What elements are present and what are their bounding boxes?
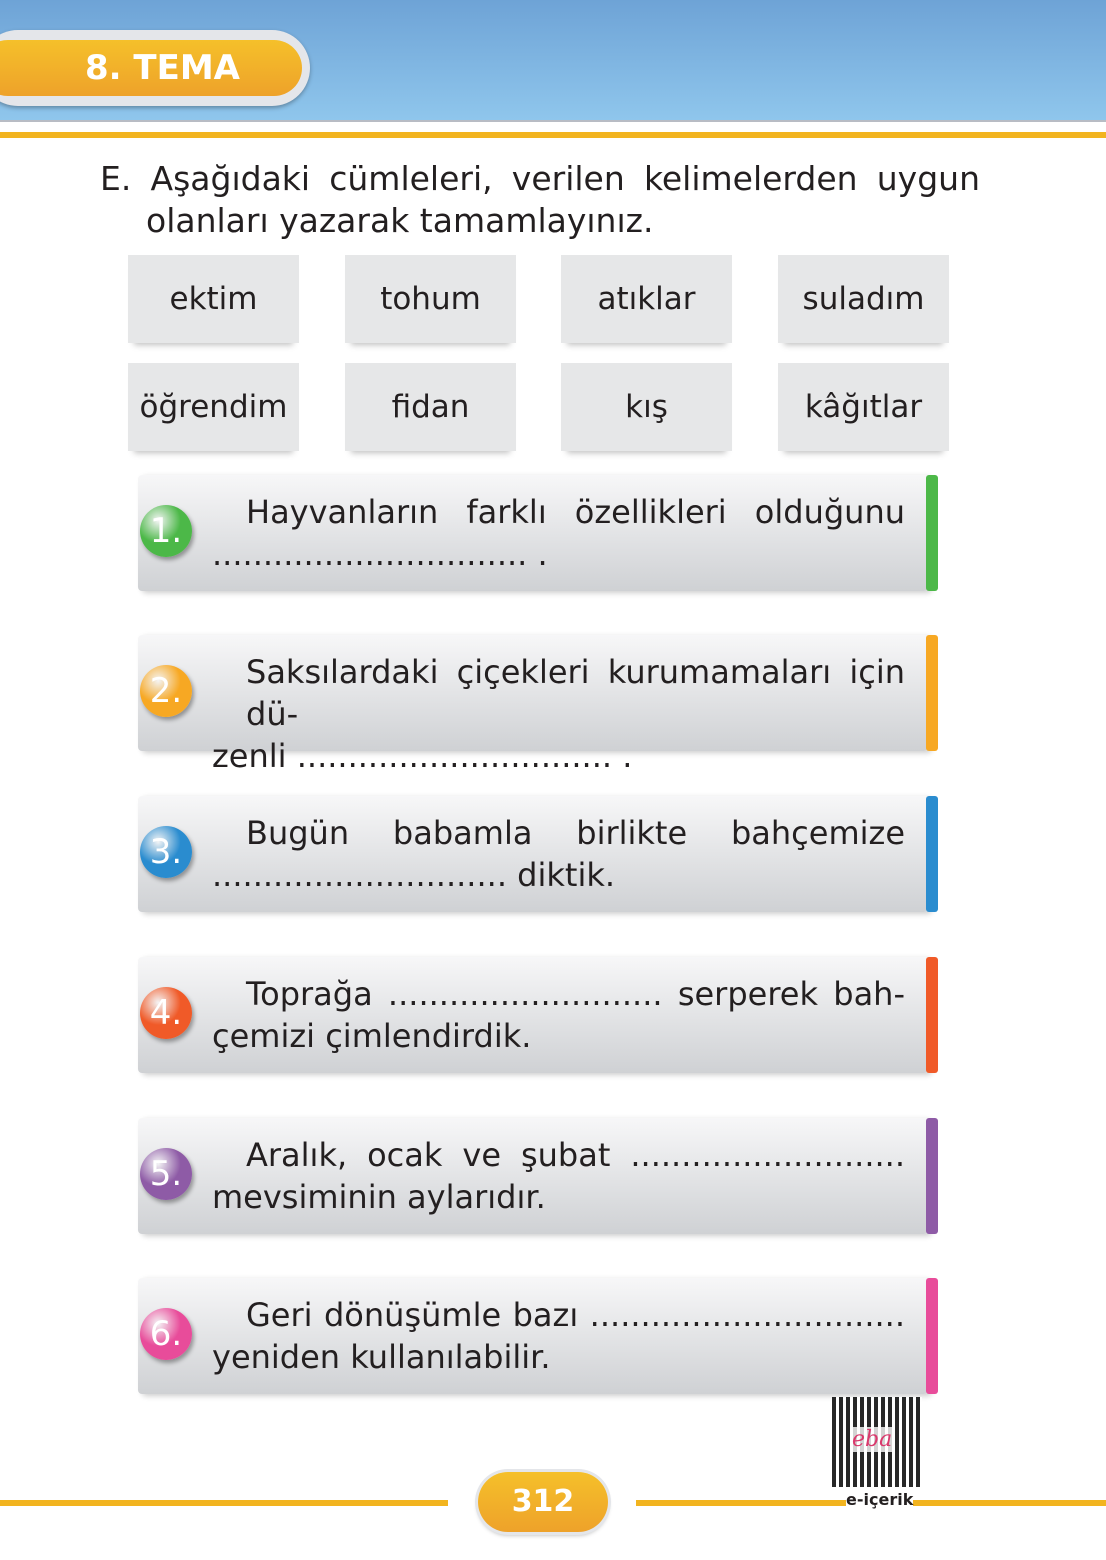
sentence-line2[interactable]: yeniden kullanılabilir. — [212, 1338, 551, 1376]
sentence-text — [212, 1294, 905, 1378]
question-word: Aşağıdaki — [150, 159, 311, 198]
e-icerik-label: e-içerik — [846, 1490, 914, 1509]
accent-bar — [926, 635, 938, 751]
item-number-badge: 6. — [140, 1308, 192, 1360]
sentence-line1: Saksılardaki çiçekleri kurumamaları için dü- — [246, 653, 905, 733]
sentence-line2[interactable]: mevsiminin aylarıdır. — [212, 1178, 546, 1216]
word-card: atıklar — [561, 255, 732, 343]
question-word: cümleleri, — [329, 159, 493, 198]
theme-badge: 8. TEMA — [0, 40, 302, 96]
sentence-line2[interactable]: ............................... . — [212, 535, 548, 573]
sentence-line1: Aralık, ocak ve şubat ........................... — [246, 1136, 905, 1174]
sentence-item — [138, 1118, 928, 1234]
word-card: tohum — [345, 255, 516, 343]
sentence-item — [138, 475, 928, 591]
item-number-badge: 1. — [140, 505, 192, 557]
word-card: öğrendim — [128, 363, 299, 451]
item-number-badge: 2. — [140, 665, 192, 717]
sentence-text — [212, 491, 905, 575]
question-line2: olanları yazarak tamamlayınız. — [146, 201, 654, 240]
item-number-badge: 3. — [140, 826, 192, 878]
word-card: suladım — [778, 255, 949, 343]
item-number-badge: 5. — [140, 1148, 192, 1200]
sentence-line1: Toprağa ........................... serperek bah- — [246, 975, 905, 1013]
footer-line — [0, 1500, 448, 1506]
accent-bar — [926, 1278, 938, 1394]
sentence-item — [138, 635, 928, 775]
question-heading — [100, 158, 980, 242]
question-word: uygun — [876, 159, 980, 198]
sentence-line1: Hayvanların farklı özellikleri olduğunu — [246, 493, 905, 531]
sentence-line1: Bugün babamla birlikte bahçemize — [246, 814, 905, 852]
item-number-badge: 4. — [140, 987, 192, 1039]
question-word: verilen — [511, 159, 625, 198]
sentence-line1: Geri dönüşümle bazı ............................... — [246, 1296, 905, 1334]
sentence-text — [212, 973, 905, 1057]
sentence-line2[interactable]: ............................. diktik. — [212, 856, 616, 894]
page-number: 312 — [478, 1472, 608, 1532]
word-card: kış — [561, 363, 732, 451]
question-letter: E. — [100, 159, 132, 198]
accent-bar — [926, 1118, 938, 1234]
accent-bar — [926, 957, 938, 1073]
question-word: kelimelerden — [643, 159, 858, 198]
word-card: kâğıtlar — [778, 363, 949, 451]
sentence-text — [212, 812, 905, 896]
word-card: fidan — [345, 363, 516, 451]
sentence-item — [138, 957, 928, 1073]
sentence-line2[interactable]: çemizi çimlendirdik. — [212, 1017, 532, 1055]
qr-code[interactable] — [832, 1397, 922, 1487]
sentence-line2[interactable]: zenli ............................... . — [212, 737, 633, 775]
sentence-item — [138, 1278, 928, 1394]
sentence-text — [212, 651, 905, 777]
accent-bar — [926, 796, 938, 912]
header-divider-yellow — [0, 132, 1106, 138]
accent-bar — [926, 475, 938, 591]
eba-logo: eba — [852, 1427, 893, 1452]
sentence-text — [212, 1134, 905, 1218]
sentence-item — [138, 796, 928, 912]
word-card: ektim — [128, 255, 299, 343]
